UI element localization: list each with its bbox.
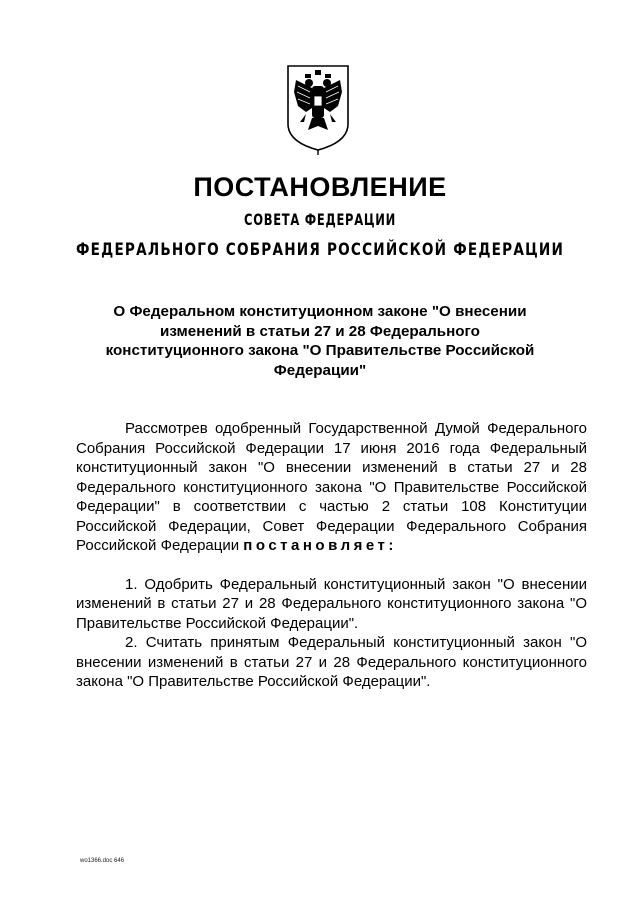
item-2-paragraph: 2. Считать принятым Федеральный конституционный закон "О внесении изменений в статьи 27 и 28 Федерального конституционного закона "О Правительстве Российской Федерации". — [76, 634, 587, 690]
document-footer-code: wo1366.doc 646 — [80, 858, 125, 864]
coat-of-arms-icon — [282, 62, 354, 156]
document-subtitle-line2: ФЕДЕРАЛЬНОГО СОБРАНИЯ РОССИЙСКОЙ ФЕДЕРАЦИИ — [75, 240, 565, 260]
preamble-text: Рассмотрев одобренный Государственной Думой Федерального Собрания Российской Федерации 17 июня 2016 года Федеральный конституционный закон "О внесении изменений в статьи 27 и 28 Федерального конституционного закона "О Правительстве Российской Федерации" в соответствии с частью 2 статьи 108 Конституции Российской Федерации, Совет Федерации Федерального Собрания Российской Федерации — [76, 420, 587, 554]
item-1-paragraph: 1. Одобрить Федеральный конституционный закон "О внесении изменений в статьи 27 и 28 Федерального конституционного закона "О Правительстве Российской Федерации". — [76, 575, 587, 632]
document-body — [76, 419, 587, 692]
resolution-heading: О Федеральном конституционном законе "О внесении изменений в статьи 27 и 28 Федерального конституционного закона "О Правительстве Российской Федерации" — [105, 303, 535, 379]
document-title: ПОСТАНОВЛЕНИЕ — [193, 172, 447, 202]
document-subtitle-line1: СОВЕТА ФЕДЕРАЦИИ — [244, 210, 396, 229]
preamble-paragraph — [76, 419, 587, 556]
resolves-word: постановляет: — [243, 537, 397, 554]
